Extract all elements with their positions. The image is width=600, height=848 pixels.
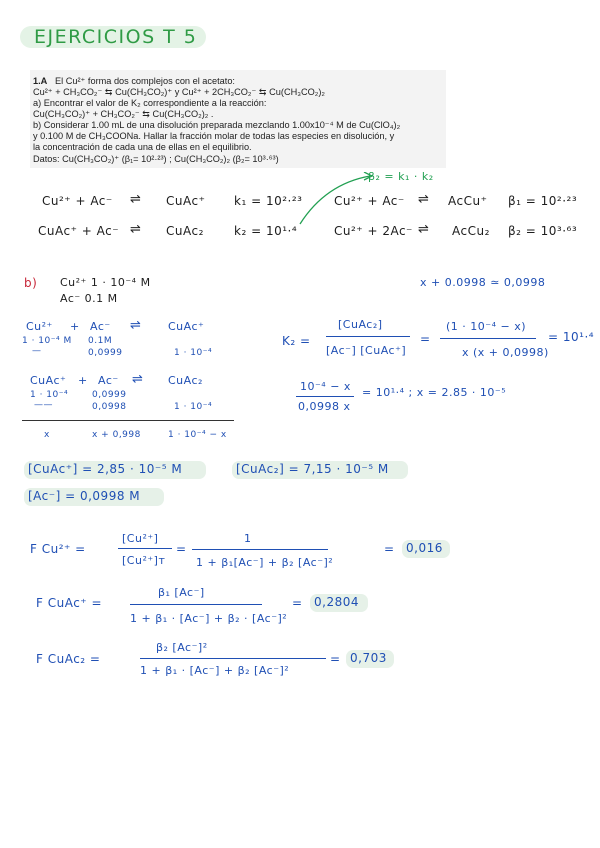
t2-r3-a: x bbox=[44, 430, 50, 440]
f1-eq: = bbox=[176, 542, 187, 556]
t2-h-cuac2: CuAc₂ bbox=[168, 374, 203, 387]
eq1-arrow: ⇌ bbox=[130, 192, 142, 207]
f2-bar bbox=[130, 604, 262, 605]
eq4-lhs: Cu²⁺ + 2Ac⁻ bbox=[334, 224, 413, 238]
eq4-arrow: ⇌ bbox=[418, 222, 430, 237]
k2-den: [Ac⁻] [CuAc⁺] bbox=[326, 344, 407, 357]
f3-bar bbox=[140, 658, 326, 659]
t2-r3-b: x + 0,998 bbox=[92, 430, 141, 440]
approximation: x + 0.0998 ≃ 0,0998 bbox=[420, 276, 546, 289]
f3-eq: = bbox=[330, 652, 341, 666]
beta2-value: β₂ = 10³·⁶³ bbox=[508, 224, 578, 238]
t1-h-plus: + bbox=[70, 320, 80, 333]
f3-value: 0,703 bbox=[350, 651, 387, 665]
problem-reactions: Cu²⁺ + CH₃CO₂⁻ ⇆ Cu(CH₃CO₂)⁺ y Cu²⁺ + 2CH₃CO₂⁻ ⇆ Cu(CH₃CO₂)₂ bbox=[33, 87, 325, 97]
problem-part-b-3: la concentración de cada una de ellas en el equilibrio. bbox=[33, 142, 252, 152]
f2-den: 1 + β₁ · [Ac⁻] + β₂ · [Ac⁻]² bbox=[130, 612, 288, 625]
problem-number: 1.A bbox=[33, 76, 48, 86]
eq3-arrow: ⇌ bbox=[418, 192, 430, 207]
eq3-lhs: Cu²⁺ + Ac⁻ bbox=[334, 194, 405, 208]
f1-den: [Cu²⁺]ᴛ bbox=[122, 554, 166, 567]
k2-result: = 10¹·⁴ bbox=[548, 330, 595, 344]
f1-bar bbox=[118, 548, 172, 549]
solve-num: 10⁻⁴ − x bbox=[300, 380, 351, 393]
t1-r1-a: 1 · 10⁻⁴ M bbox=[22, 336, 72, 346]
f1-num2: 1 bbox=[244, 532, 252, 545]
problem-intro-line bbox=[33, 76, 235, 87]
t1-r2-b: 0,0999 bbox=[88, 348, 123, 358]
solve-rhs: = 10¹·⁴ ; x = 2.85 · 10⁻⁵ bbox=[362, 386, 507, 399]
f3-den: 1 + β₁ · [Ac⁻] + β₂ [Ac⁻]² bbox=[140, 664, 290, 677]
f1-bar2 bbox=[192, 549, 328, 550]
t1-r2-c: 1 · 10⁻⁴ bbox=[174, 348, 213, 358]
k2-value: k₂ = 10¹·⁴ bbox=[234, 224, 298, 238]
beta-relation: β₂ = k₁ · k₂ bbox=[368, 170, 434, 183]
eq4-rhs: AcCu₂ bbox=[452, 224, 490, 238]
f1-den2: 1 + β₁[Ac⁻] + β₂ [Ac⁻]² bbox=[196, 556, 334, 569]
k1-value: k₁ = 10²·²³ bbox=[234, 194, 303, 208]
t2-r1-b: 0,0999 bbox=[92, 390, 127, 400]
k2-num: [CuAc₂] bbox=[338, 318, 383, 331]
problem-part-b-2: y 0.100 M de CH₃COONa. Hallar la fracción molar de todas las especies en disolución, y bbox=[33, 131, 395, 141]
t1-h-cu: Cu²⁺ bbox=[26, 320, 53, 333]
t2-r3-c: 1 · 10⁻⁴ − x bbox=[168, 430, 227, 440]
conc-cuac2: [CuAc₂] = 7,15 · 10⁻⁵ M bbox=[236, 462, 389, 476]
f1-num: [Cu²⁺] bbox=[122, 532, 159, 545]
beta1-value: β₁ = 10²·²³ bbox=[508, 194, 578, 208]
conc-cuac: [CuAc⁺] = 2,85 · 10⁻⁵ M bbox=[28, 462, 183, 476]
problem-part-b-1: b) Considerar 1.00 mL de una disolución preparada mezclando 1.00x10⁻⁴ M de Cu(ClO₄)₂ bbox=[33, 120, 401, 130]
eq2-lhs: CuAc⁺ + Ac⁻ bbox=[38, 224, 120, 238]
t2-r1-a: 1 · 10⁻⁴ bbox=[30, 390, 69, 400]
t2-h-plus: + bbox=[78, 374, 88, 387]
f2-lhs: F CuAc⁺ = bbox=[36, 596, 102, 610]
k2-eq-lhs: K₂ = bbox=[282, 334, 311, 348]
problem-part-a: a) Encontrar el valor de K₂ correspondiente a la reacción: bbox=[33, 98, 267, 108]
f1-value: 0,016 bbox=[406, 541, 443, 555]
eq1-rhs: CuAc⁺ bbox=[166, 194, 206, 208]
k2-bar bbox=[326, 336, 410, 337]
eq1-lhs: Cu²⁺ + Ac⁻ bbox=[42, 194, 113, 208]
part-b-label: b) bbox=[24, 276, 38, 290]
t2-r2-c: 1 · 10⁻⁴ bbox=[174, 402, 213, 412]
f2-num: β₁ [Ac⁻] bbox=[158, 586, 205, 599]
t2-h-cuac: CuAc⁺ bbox=[30, 374, 67, 387]
f2-value: 0,2804 bbox=[314, 595, 359, 609]
page-title: EJERCICIOS T 5 bbox=[34, 26, 198, 48]
ac-initial: Ac⁻ 0.1 M bbox=[60, 292, 118, 305]
f1-lhs: F Cu²⁺ = bbox=[30, 542, 86, 556]
f3-lhs: F CuAc₂ = bbox=[36, 652, 101, 666]
table-rule bbox=[22, 420, 234, 421]
eq2-arrow: ⇌ bbox=[130, 222, 142, 237]
cu-initial: Cu²⁺ 1 · 10⁻⁴ M bbox=[60, 276, 151, 289]
k2-den2: x (x + 0,0998) bbox=[462, 346, 549, 359]
t2-r2-b: 0,0998 bbox=[92, 402, 127, 412]
eq2-rhs: CuAc₂ bbox=[166, 224, 204, 238]
k2-equals: = bbox=[420, 332, 431, 346]
problem-data: Datos: Cu(CH₃CO₂)⁺ (β₁= 10²·²³) ; Cu(CH₃CO₂)₂ (β₂= 10³·⁶³) bbox=[33, 154, 279, 164]
t1-h-ac: Ac⁻ bbox=[90, 320, 111, 333]
t2-h-ac: Ac⁻ bbox=[98, 374, 119, 387]
solve-den: 0,0998 x bbox=[298, 400, 351, 413]
problem-intro: El Cu²⁺ forma dos complejos con el acetato: bbox=[54, 76, 235, 86]
t2-r2-a: —— bbox=[34, 400, 53, 410]
t1-h-arrow: ⇌ bbox=[130, 318, 142, 333]
solve-bar bbox=[296, 396, 354, 397]
conc-ac: [Ac⁻] = 0,0998 M bbox=[28, 489, 141, 503]
f2-eq: = bbox=[292, 596, 303, 610]
t1-h-cuac: CuAc⁺ bbox=[168, 320, 205, 333]
f1-eq2: = bbox=[384, 542, 395, 556]
problem-k2-reaction: Cu(CH₃CO₂)⁺ + CH₃CO₂⁻ ⇆ Cu(CH₃CO₂)₂ . bbox=[33, 109, 214, 119]
f3-num: β₂ [Ac⁻]² bbox=[156, 641, 208, 654]
t1-r2-a: — bbox=[32, 346, 42, 356]
t1-r1-b: 0.1M bbox=[88, 336, 113, 346]
eq3-rhs: AcCu⁺ bbox=[448, 194, 488, 208]
t2-h-arrow: ⇌ bbox=[132, 372, 144, 387]
k2-num2: (1 · 10⁻⁴ − x) bbox=[446, 320, 527, 333]
k2-bar2 bbox=[440, 338, 536, 339]
